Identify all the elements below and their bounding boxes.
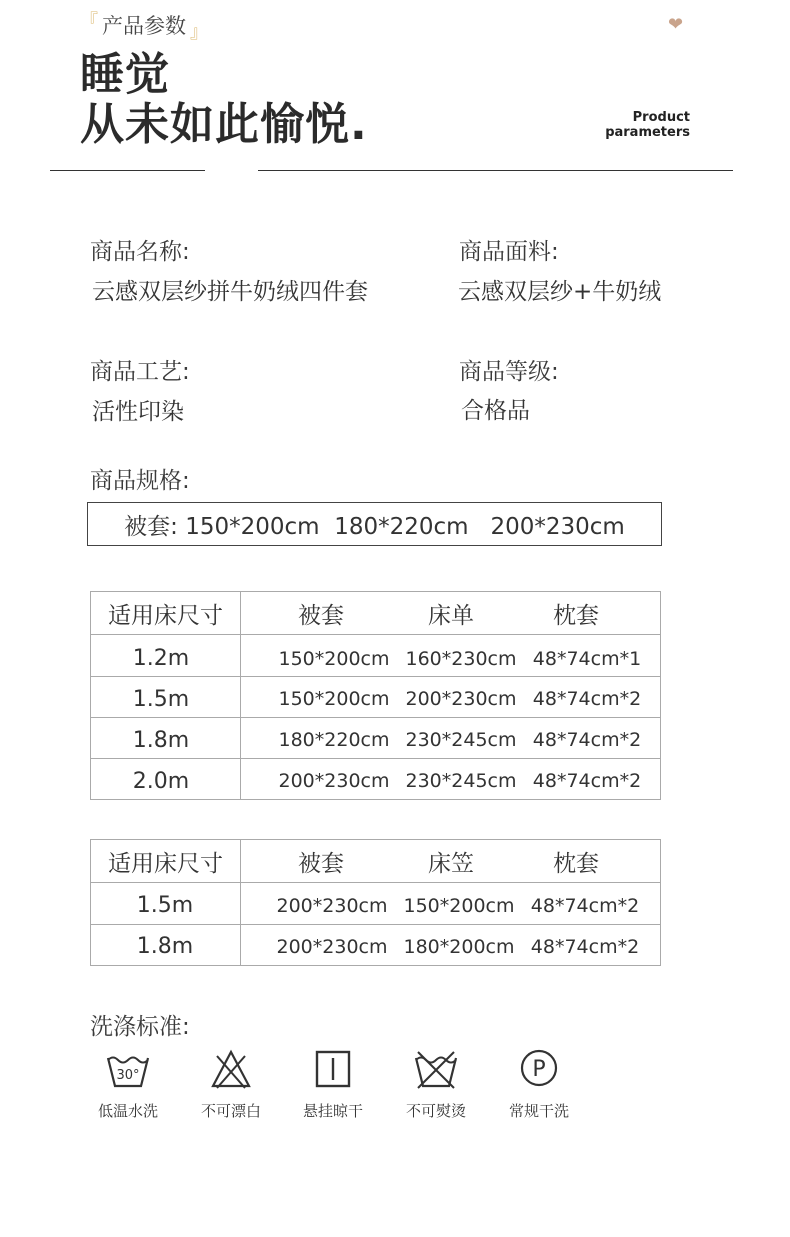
english-line2: parameters [605, 125, 690, 140]
wash-temp: 30° [116, 1068, 140, 1083]
sheet-cell: 160*230cm [405, 647, 517, 670]
grade-label: 商品等级: [459, 359, 559, 385]
craft-value: 活性印染 [92, 399, 184, 425]
name-value: 云感双层纱拼牛奶绒四件套 [92, 279, 368, 305]
table-row [91, 717, 660, 758]
duvet-cell: 150*200cm [278, 688, 390, 710]
pillow-cell: 48*74cm*2 [532, 688, 642, 710]
headline-line2: 从未如此愉悦. [80, 99, 368, 150]
duvet-cell: 150*200cm [278, 647, 390, 670]
header-cell: 适用床尺寸 [108, 602, 223, 629]
spec-box: 被套: 150*200cm 180*220cm 200*230cm [87, 502, 662, 546]
duvet-cell: 180*220cm [278, 729, 390, 751]
care-label: 不可漂白 [200, 1102, 261, 1120]
section-tag [80, 10, 208, 43]
size-cell: 1.5m [136, 893, 194, 918]
fabric-label: 商品面料: [459, 239, 559, 265]
grade-value: 合格品 [461, 398, 530, 424]
bracket-left: 『 [80, 11, 98, 32]
size-cell: 1.8m [132, 727, 190, 753]
care-label: 常规干洗 [508, 1102, 569, 1120]
size-cell: 1.5m [132, 686, 190, 712]
pillow-cell: 48*74cm*2 [532, 770, 642, 792]
wash-30-icon [104, 1046, 152, 1094]
spec-label: 商品规格: [90, 468, 190, 494]
care-item-iron [391, 1046, 481, 1121]
care-item-dry [288, 1046, 378, 1121]
fitted-cell: 180*200cm [403, 935, 515, 958]
care-title: 洗涤标准: [90, 1014, 190, 1040]
sheet-cell: 200*230cm [405, 688, 517, 710]
care-item-wash [83, 1046, 173, 1121]
dryclean-letter: P [532, 1057, 546, 1082]
table-header-row [91, 840, 660, 882]
header-cell: 枕套 [553, 602, 599, 629]
size-table-fitted [90, 839, 661, 966]
dry-clean-p-icon [515, 1046, 563, 1094]
fabric-value: 云感双层纱+牛奶绒 [458, 279, 662, 305]
header-cell: 床笠 [428, 850, 474, 877]
sheet-cell: 230*245cm [405, 770, 517, 792]
care-label: 悬挂晾干 [302, 1102, 363, 1120]
header-cell: 被套 [298, 850, 344, 877]
care-label: 低温水洗 [97, 1102, 158, 1120]
care-item-dryclean [494, 1046, 584, 1121]
table-row [91, 676, 660, 717]
size-cell: 1.8m [136, 934, 194, 959]
no-bleach-icon [207, 1046, 255, 1094]
pillow-cell: 48*74cm*1 [532, 647, 642, 670]
hang-dry-icon [309, 1046, 357, 1094]
english-line1: Product [632, 110, 690, 125]
heart-icon: ❤ [668, 14, 684, 35]
size-cell: 1.2m [132, 646, 190, 671]
fitted-cell: 150*200cm [403, 894, 515, 917]
header-cell: 适用床尺寸 [108, 850, 223, 877]
header-cell: 枕套 [553, 850, 599, 877]
divider-right [258, 170, 733, 171]
bracket-right: 』 [190, 22, 208, 43]
name-label: 商品名称: [90, 239, 190, 265]
headline [80, 50, 368, 150]
craft-label: 商品工艺: [90, 359, 190, 385]
pillow-cell: 48*74cm*2 [530, 935, 640, 958]
table-header-row [91, 592, 660, 634]
header-cell: 床单 [428, 602, 474, 629]
care-label: 不可熨烫 [405, 1102, 466, 1120]
no-iron-icon [412, 1046, 460, 1094]
table-row [91, 924, 660, 965]
table-row [91, 758, 660, 799]
care-item-bleach [186, 1046, 276, 1121]
pillow-cell: 48*74cm*2 [532, 729, 642, 751]
duvet-cell: 200*230cm [278, 770, 390, 792]
header-cell: 被套 [298, 602, 344, 629]
table-row [91, 882, 660, 924]
duvet-cell: 200*230cm [276, 894, 388, 917]
sheet-cell: 230*245cm [405, 729, 517, 751]
section-tag-label: 产品参数 [102, 14, 186, 38]
pillow-cell: 48*74cm*2 [530, 894, 640, 917]
table-row [91, 634, 660, 676]
duvet-cell: 200*230cm [276, 935, 388, 958]
headline-line1: 睡觉 [80, 49, 170, 100]
size-cell: 2.0m [132, 768, 190, 794]
divider-left [50, 170, 205, 171]
english-subtitle [605, 110, 690, 140]
size-table-sheet [90, 591, 661, 800]
